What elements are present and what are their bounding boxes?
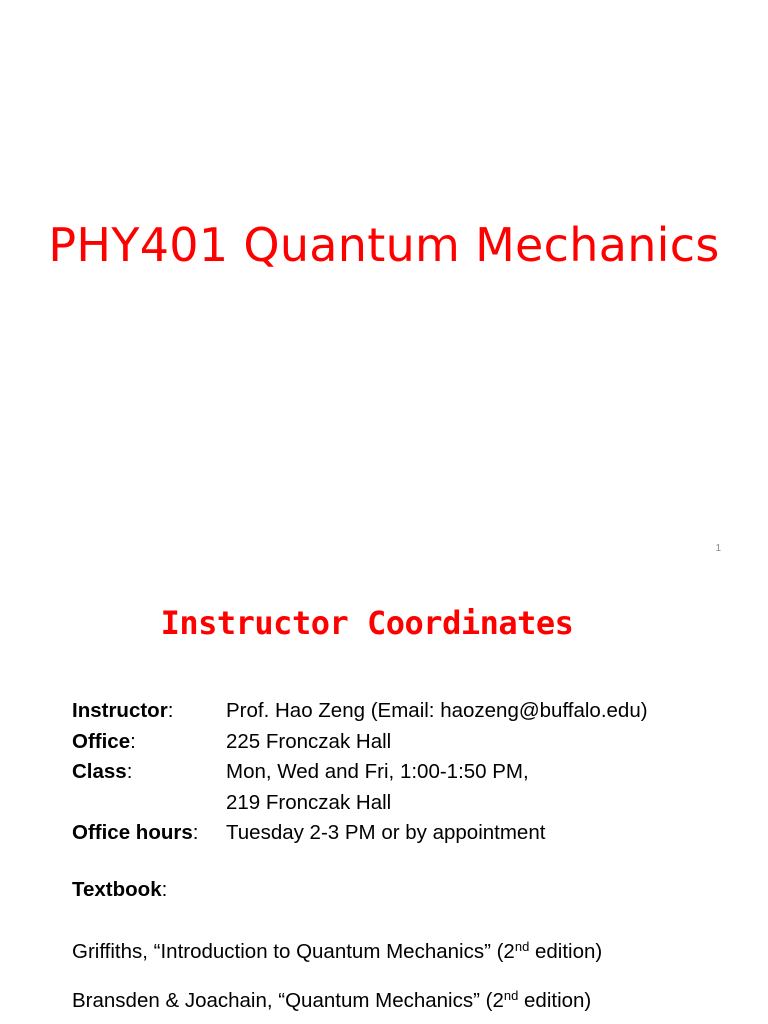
office-hours-value: Tuesday 2-3 PM or by appointment — [226, 821, 546, 844]
office-hours-label: Office hours — [72, 821, 193, 844]
instructor-label: Instructor — [72, 699, 168, 722]
instructor-coordinates-title: Instructor Coordinates — [160, 604, 574, 642]
label-colon: : — [192, 821, 199, 844]
class-location-value: 219 Fronczak Hall — [226, 790, 392, 814]
textbook-griffiths: Griffiths, “Introduction to Quantum Mechanics” (2nd edition) — [72, 939, 603, 963]
label-colon: : — [126, 760, 133, 783]
slide-number: 1 — [715, 543, 721, 554]
class-label: Class — [72, 760, 127, 783]
office-label: Office — [72, 729, 131, 753]
instructor-value: Prof. Hao Zeng (Email: haozeng@buffalo.edu) — [226, 699, 648, 722]
class-value: Mon, Wed and Fri, 1:00-1:50 PM, — [226, 760, 529, 783]
textbook-heading: Textbook: — [72, 878, 168, 901]
label-colon: : — [130, 729, 136, 753]
office-value: 225 Fronczak Hall — [226, 729, 392, 753]
course-title: PHY401 Quantum Mechanics — [48, 218, 720, 272]
label-colon: : — [167, 699, 174, 722]
textbook-bransden-joachain: Bransden & Joachain, “Quantum Mechanics” (2nd edition) — [72, 988, 592, 1012]
instructor-slide — [0, 576, 768, 1024]
